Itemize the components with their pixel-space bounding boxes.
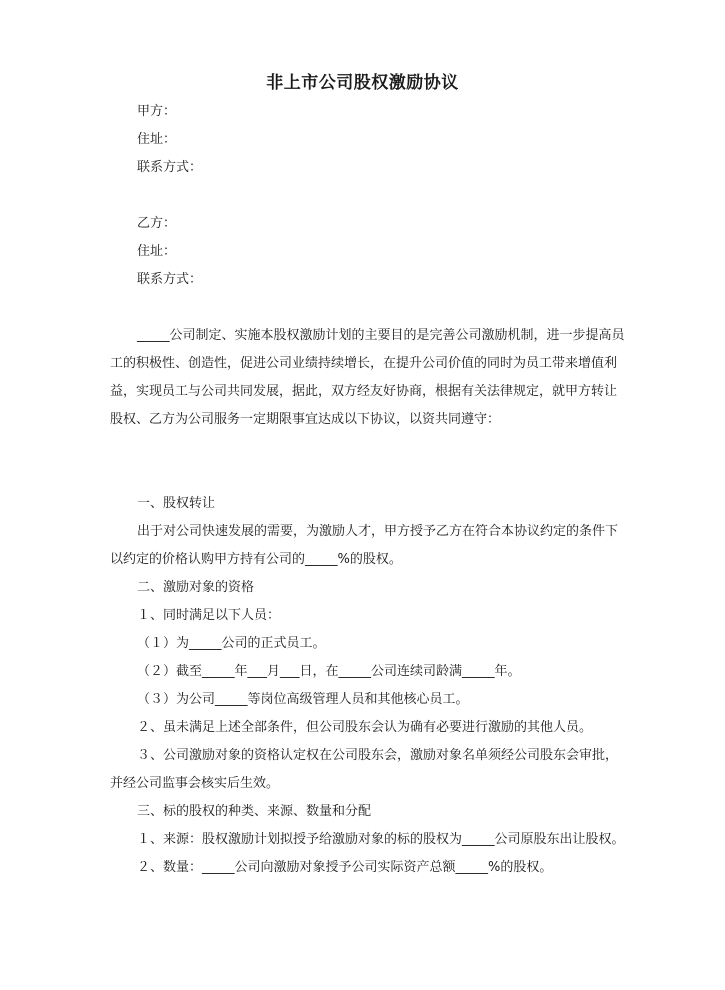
party-a-address: 住址：	[137, 132, 177, 147]
party-a-contact: 联系方式：	[137, 160, 203, 175]
section-2-sub-1: （１）为_____公司的正式员工。	[137, 636, 326, 651]
section-1-body: 出于对公司快速发展的需要，为激励人才，甲方授予乙方在符合本协议约定的条件下	[137, 524, 619, 539]
document-title: 非上市公司股权激励协议	[266, 73, 459, 93]
section-2-heading: 二、激励对象的资格	[137, 580, 255, 595]
preamble-line: _____公司制定、实施本股权激励计划的主要目的是完善公司激励机制，进一步提高员	[137, 328, 625, 343]
section-2-sub-3: （３）为公司_____等岗位高级管理人员和其他核心员工。	[137, 692, 469, 707]
section-1-heading: 一、股权转让	[137, 496, 216, 511]
party-a-label: 甲方：	[137, 104, 177, 119]
preamble-line: 益，实现员工与公司共同发展，据此，双方经友好协商，根据有关法律规定，就甲方转让	[110, 384, 618, 399]
section-1-body: 以约定的价格认购甲方持有公司的_____%的股权。	[110, 552, 402, 567]
section-2-item-3: ３、公司激励对象的资格认定权在公司股东会，激励对象名单须经公司股东会审批，	[137, 748, 619, 763]
section-2-item-2: ２、虽未满足上述全部条件，但公司股东会认为确有必要进行激励的其他人员。	[137, 720, 593, 735]
party-b-contact: 联系方式：	[137, 272, 203, 287]
preamble-line: 股权、乙方为公司服务一定期限事宜达成以下协议，以资共同遵守：	[110, 412, 501, 427]
section-2-sub-2: （２）截至_____年___月___日，在_____公司连续司龄满_____年。	[137, 664, 521, 679]
preamble-line: 工的积极性、创造性，促进公司业绩持续增长，在提升公司价值的同时为员工带来增值利	[110, 356, 618, 371]
section-3-item-2: ２、数量：_____公司向激励对象授予公司实际资产总额_____%的股权。	[137, 860, 553, 875]
party-b-address: 住址：	[137, 244, 177, 259]
section-2-item-1: １、同时满足以下人员：	[137, 608, 281, 623]
party-b-label: 乙方：	[137, 216, 177, 231]
section-2-item-3-cont: 并经公司监事会核实后生效。	[110, 776, 280, 791]
section-3-item-1: １、来源：股权激励计划拟授予给激励对象的标的股权为_____公司原股东出让股权。	[137, 832, 625, 847]
section-3-heading: 三、标的股权的种类、来源、数量和分配	[137, 804, 372, 819]
